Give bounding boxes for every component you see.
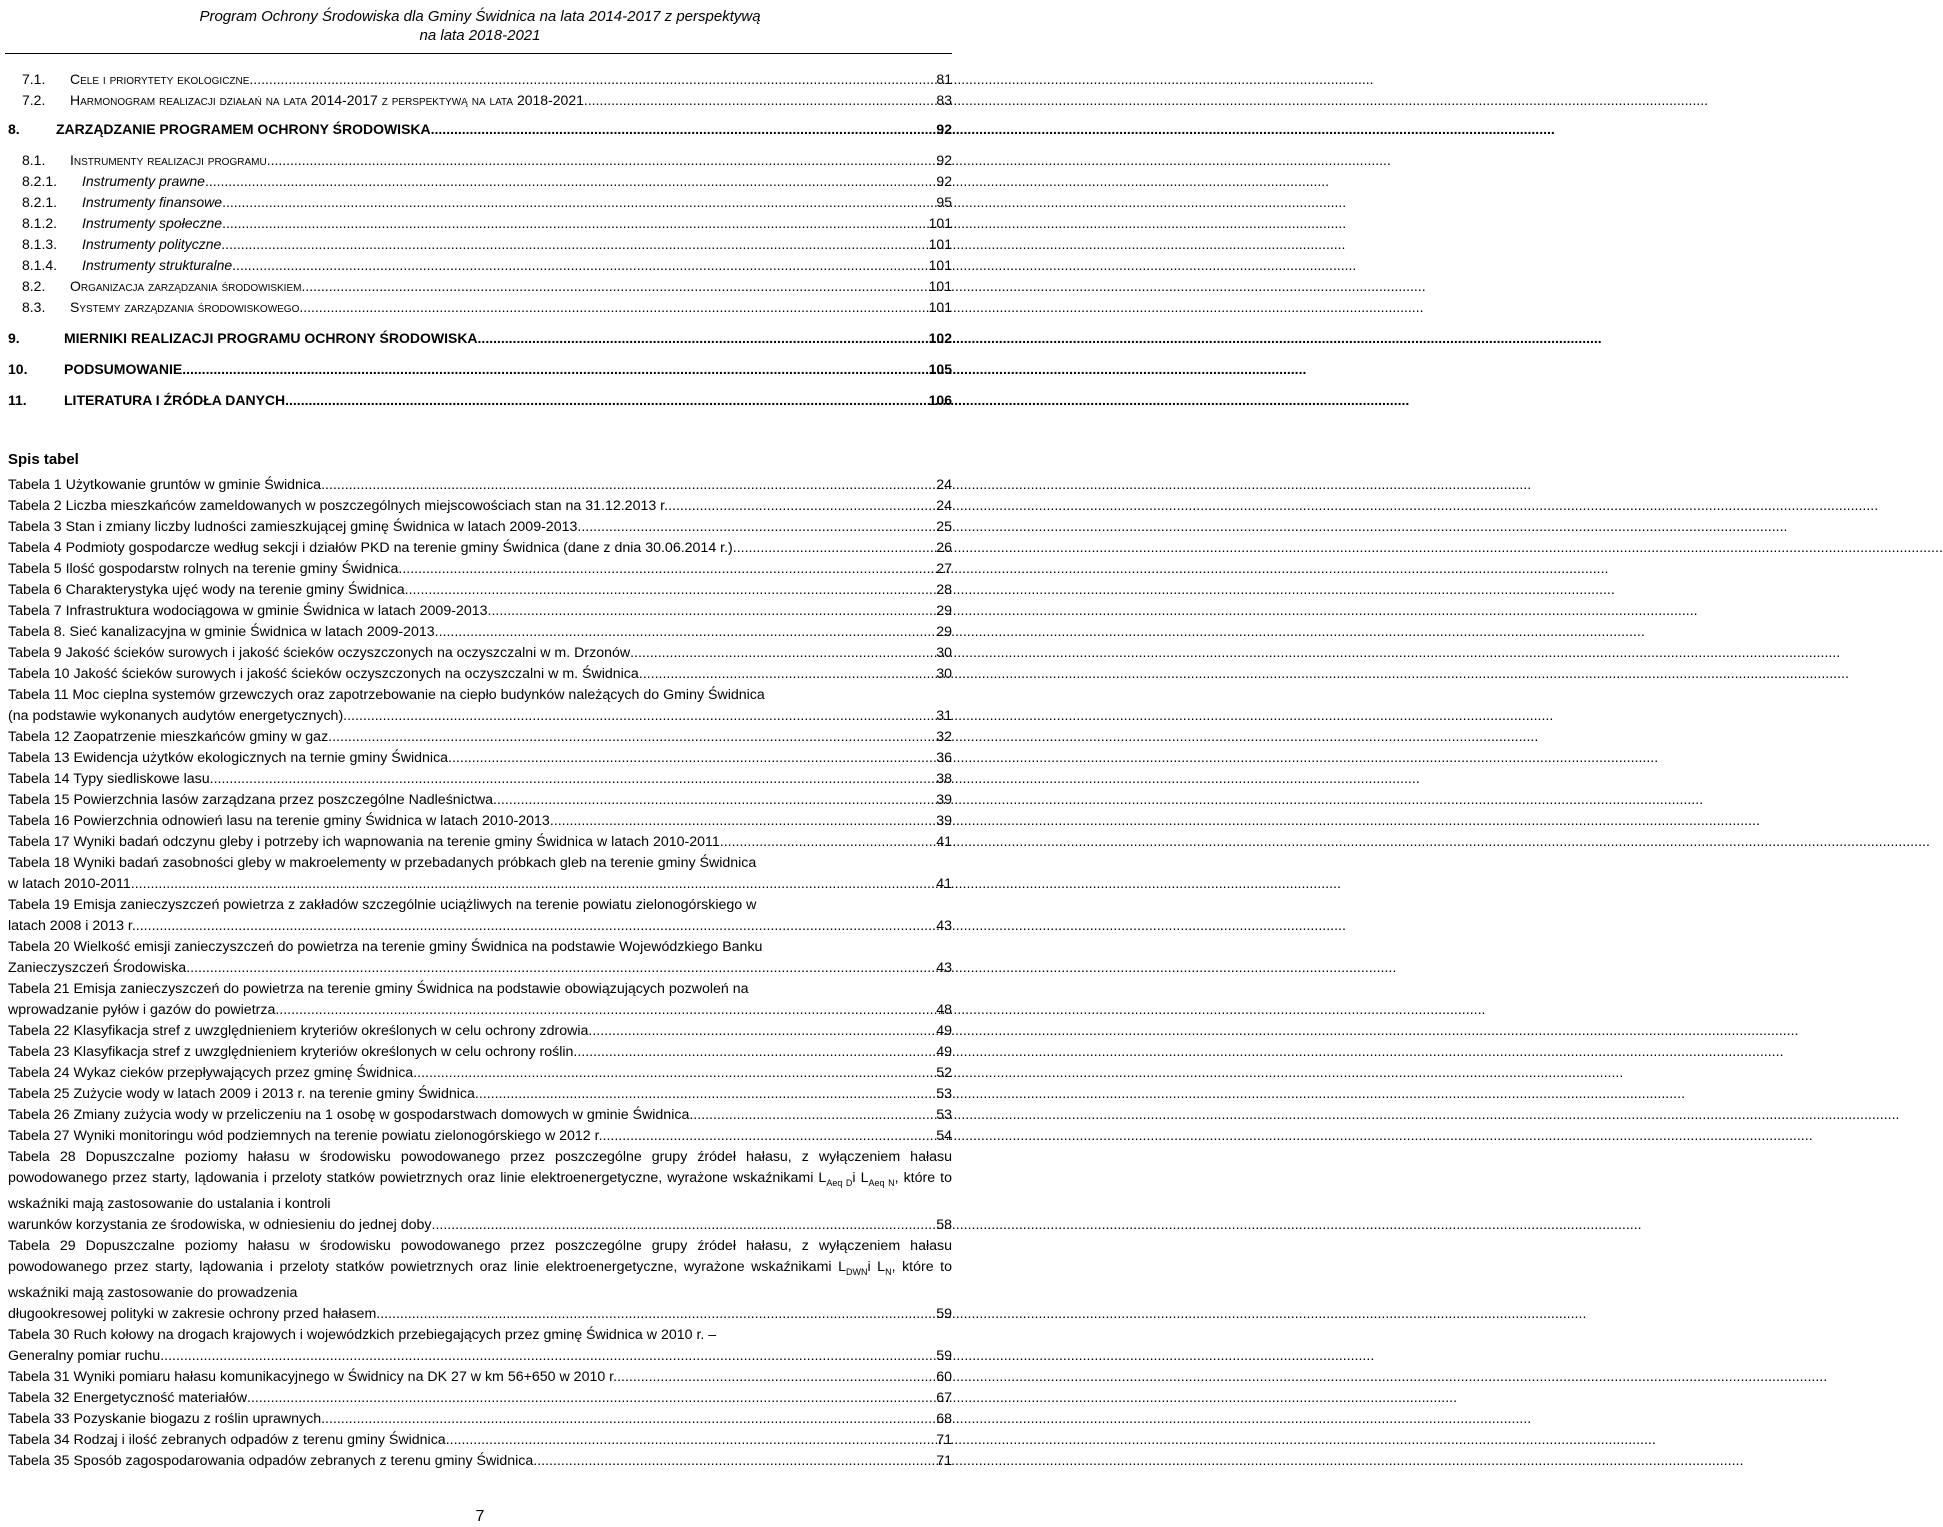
table-entry-page: 36 [936, 750, 952, 766]
table-entry-line [8, 832, 952, 853]
toc-entry[interactable] [8, 213, 952, 234]
toc-leader-dots [299, 297, 927, 318]
tables-heading: Spis tabel [8, 451, 79, 468]
table-list-entry[interactable] [8, 559, 952, 580]
toc-entry-page: 92 [936, 173, 952, 189]
table-entry-line [8, 622, 952, 643]
table-list-entry[interactable] [8, 790, 952, 811]
toc-entry-title: ZARZĄDZANIE PROGRAMEM OCHRONY ŚRODOWISKA [56, 121, 431, 137]
table-entry-title: Tabela 8. Sieć kanalizacyjna w gminie Świdnica w latach 2009-2013 [8, 624, 435, 640]
toc-entry-number: 8.2.1. [22, 173, 58, 189]
table-list-entry[interactable] [8, 1388, 952, 1409]
table-entry-page: 25 [936, 519, 952, 535]
toc-entry-title: PODSUMOWANIE [64, 361, 183, 377]
table-entry-line [8, 1000, 952, 1021]
table-entry-page: 60 [936, 1368, 952, 1385]
table-list-entry[interactable] [8, 1084, 952, 1105]
table-list-entry[interactable] [8, 1105, 952, 1126]
table-entry-line [8, 643, 952, 664]
table-entry-line [8, 1430, 952, 1451]
table-entry-page: 31 [936, 708, 952, 724]
table-list-entry[interactable] [8, 748, 952, 769]
table-entry-line [8, 916, 952, 937]
table-list-entry[interactable] [8, 937, 952, 979]
table-entry-wrapped-text: Tabela 18 Wyniki badań zasobności gleby w makroelementy w przebadanych próbkach gleb na terenie gminy Świdnica [8, 855, 757, 871]
table-entry-title: Generalny pomiar ruchu. [8, 1347, 165, 1364]
toc-leader-dots [431, 119, 936, 140]
toc-entry-title: MIERNIKI REALIZACJI PROGRAMU OCHRONY ŚRODOWISKA [64, 330, 478, 346]
toc-entry-number: 8.1.4. [22, 257, 58, 273]
table-entry-page: 30 [936, 666, 952, 682]
table-entry-title: Tabela 23 Klasyfikacja stref z uwzględnieniem kryteriów określonych w celu ochrony roślin [8, 1044, 574, 1060]
toc-entry-title: Instrumenty strukturalne [82, 257, 233, 273]
table-leader-dots [475, 1084, 935, 1105]
table-entry-title: Zanieczyszczeń Środowiska [8, 960, 187, 976]
table-entry-wrapped-text: Tabela 28 Dopuszczalne poziomy hałasu w środowisku powodowanego przez poszczególne grupy źródeł hałasu, z wyłączeniem hałasu powodowanego przez starty, lądowania i przeloty statków powietrznych oraz linie elektroenergetyczne, wyrażone wskaźnikami $L_{Aeq D}i$ $L_{Aeq N}$, które to wskaźniki mają zastosowanie do ustalania i kontroli [8, 1149, 952, 1212]
table-list-entry[interactable] [8, 1042, 952, 1063]
table-entry-line [8, 1063, 952, 1084]
table-leader-dots [210, 769, 936, 790]
table-entry-title: Tabela 2 Liczba mieszkańców zameldowanych w poszczególnych miejscowościach stan na 31.12.2013 r. [8, 498, 669, 514]
toc-entry-title: Instrumenty polityczne [82, 236, 222, 252]
table-entry-line [8, 958, 952, 979]
table-entry-line [8, 769, 952, 790]
table-leader-dots [639, 664, 935, 685]
table-leader-dots [405, 580, 936, 601]
table-entry-page: 43 [936, 960, 952, 976]
subscript-text: DWN [845, 1266, 868, 1277]
table-entry-line [8, 874, 952, 895]
toc-entry-number: 10. [8, 361, 28, 377]
table-entry-title: Tabela 1 Użytkowanie gruntów w gminie Świdnica [8, 477, 322, 493]
table-leader-dots [630, 643, 935, 664]
table-leader-dots [588, 1021, 935, 1042]
toc-entry-number: 7.1. [22, 71, 46, 87]
table-leader-dots [577, 517, 935, 538]
table-entry-line [8, 727, 952, 748]
table-entry-page: 43 [936, 918, 952, 934]
toc-entry[interactable] [8, 359, 952, 380]
table-entry-line [8, 1105, 952, 1126]
table-entry-line [8, 811, 952, 832]
table-entry-line [8, 664, 952, 685]
table-entry-title: Tabela 7 Infrastruktura wodociągowa w gminie Świdnica w latach 2009-2013 [8, 603, 488, 619]
table-entry-title: Tabela 22 Klasyfikacja stref z uwzględnieniem kryteriów określonych w celu ochrony zdrowia [8, 1023, 589, 1039]
table-entry-wrapped-text: Tabela 29 Dopuszczalne poziomy hałasu w środowisku powodowanego przez poszczególne grupy źródeł hałasu, z wyłączeniem hałasu powodowanego przez starty, lądowania i przeloty statków powietrznych oraz linie elektroenergetyczne, wyrażone wskaźnikami $L_{DWN}i$ $L_N$, które to wskaźniki mają zastosowanie do prowadzenia [8, 1237, 952, 1301]
table-list-entry[interactable] [8, 1021, 952, 1042]
toc-leader-dots [249, 69, 935, 90]
toc-entry[interactable] [8, 90, 952, 111]
toc-entry-title: Systemy zarządzania środowiskowego [70, 299, 300, 315]
table-entry-title: Tabela 15 Powierzchnia lasów zarządzana przez poszczególne Nadleśnictwa [8, 792, 494, 808]
table-entry-title: Tabela 16 Powierzchnia odnowień lasu na terenie gminy Świdnica w latach 2010-2013 [8, 813, 550, 829]
table-entry-page: 24 [936, 498, 952, 514]
table-entry-title: Tabela 10 Jakość ścieków surowych i jakość ścieków oczyszczonych na oczyszczalni w m. Świdnica [8, 666, 639, 682]
table-leader-dots [446, 1430, 936, 1451]
table-list-entry[interactable] [8, 895, 952, 937]
table-entry-page: 58 [936, 1216, 952, 1233]
table-entry-title: Tabela 25 Zużycie wody w latach 2009 i 2013 r. na terenie gminy Świdnica [8, 1086, 475, 1102]
table-leader-dots [720, 832, 935, 853]
toc-entry-page: 81 [936, 71, 952, 87]
table-list-entry[interactable] [8, 496, 952, 517]
table-entry-page: 71 [936, 1452, 952, 1469]
table-entry-title: Tabela 6 Charakterystyka ujęć wody na terenie gminy Świdnica [8, 582, 405, 598]
table-entry-title: Tabela 3 Stan i zmiany liczby ludności zamieszkującej gminę Świdnica w latach 2009-2013 [8, 519, 578, 535]
toc-leader-dots [301, 276, 927, 297]
table-leader-dots [668, 496, 935, 517]
table-entry-line [8, 1215, 952, 1236]
table-entry-title: Tabela 9 Jakość ścieków surowych i jakość ścieków oczyszczonych na oczyszczalni w m. Drzonów [8, 645, 631, 661]
table-entry-line [8, 1367, 952, 1388]
table-entry-line [8, 1126, 952, 1147]
table-entry-line [8, 790, 952, 811]
subscript-text: N [885, 1266, 892, 1277]
toc-leader-dots [222, 213, 928, 234]
toc-entry-page: 92 [936, 121, 952, 137]
table-list-entry[interactable] [8, 664, 952, 685]
table-entry-wrapped-text: Tabela 19 Emisja zanieczyszczeń powietrza z zakładów szczególnie uciążliwych na terenie powiatu zielonogórskiego w [8, 897, 757, 913]
table-list-entry[interactable] [8, 853, 952, 895]
table-entry-line [8, 1042, 952, 1063]
toc-entry-number: 11. [8, 392, 27, 408]
table-entry-title: Tabela 12 Zaopatrzenie mieszkańców gminy w gaz [8, 729, 329, 745]
table-list-entry[interactable] [8, 517, 952, 538]
table-entry-page: 49 [936, 1044, 952, 1060]
toc-leader-dots [478, 328, 928, 349]
toc-leader-dots [267, 150, 936, 171]
table-leader-dots [413, 1063, 935, 1084]
table-entry-title: warunków korzystania ze środowiska, w odniesieniu do jednej doby [8, 1216, 432, 1233]
table-entry-page: 59 [936, 1347, 952, 1364]
table-entry-line [8, 559, 952, 580]
table-entry-page: 67 [936, 1389, 952, 1406]
table-entry-page: 41 [936, 834, 952, 850]
table-entry-wrapped-text: Tabela 11 Moc cieplna systemów grzewczych oraz zapotrzebowanie na ciepło budynków należących do Gminy Świdnica [8, 687, 765, 703]
table-entry-title: Tabela 5 Ilość gospodarstw rolnych na terenie gminy Świdnica [8, 561, 399, 577]
table-entry-page: 26 [936, 540, 952, 556]
table-entry-page: 71 [936, 1431, 952, 1448]
toc-entry-number: 8. [8, 121, 20, 137]
toc-entry-title: LITERATURA I ŹRÓDŁA DANYCH [64, 392, 286, 408]
table-leader-dots [435, 622, 936, 643]
toc-entry-page: 101 [928, 257, 952, 273]
toc-entry-number: 8.1.2. [22, 215, 58, 231]
toc-entry-page: 83 [936, 92, 952, 108]
toc-entry-number: 8.2.1. [22, 194, 58, 210]
table-leader-dots [343, 706, 935, 727]
table-entry-page: 29 [936, 624, 952, 640]
table-entry-line [8, 748, 952, 769]
table-entry-page: 39 [936, 792, 952, 808]
table-list-entry[interactable] [8, 685, 952, 727]
table-entry-page: 54 [936, 1128, 952, 1144]
toc-entry-page: 106 [928, 392, 952, 408]
table-entry-page: 32 [936, 729, 952, 745]
table-list-entry[interactable] [8, 1451, 952, 1472]
toc-entry-page: 101 [928, 299, 952, 315]
table-entry-title: Tabela 14 Typy siedliskowe lasu [8, 771, 210, 787]
table-entry-page: 41 [936, 876, 952, 892]
table-entry-title: Tabela 35 Sposób zagospodarowania odpadów zebranych z terenu gminy Świdnica [8, 1452, 534, 1469]
table-list-entry[interactable] [8, 1236, 952, 1325]
table-entry-line [8, 1388, 952, 1409]
table-leader-dots [573, 1042, 935, 1063]
table-list-entry[interactable] [8, 622, 952, 643]
table-entry-wrapped-text: Tabela 30 Ruch kołowy na drogach krajowych i wojewódzkich przebiegających przez gminę Świdnica w 2010 r. – [8, 1326, 717, 1343]
toc-leader-dots [221, 234, 927, 255]
toc-leader-dots [182, 359, 927, 380]
table-entry-page: 68 [936, 1410, 952, 1427]
table-list-entry[interactable] [8, 727, 952, 748]
table-entry-line [8, 580, 952, 601]
toc-entry-number: 9. [8, 330, 20, 346]
toc-entry-page: 105 [928, 361, 952, 377]
table-leader-dots [376, 1304, 935, 1325]
toc-entry[interactable] [8, 192, 952, 213]
table-leader-dots [275, 1000, 935, 1021]
toc-leader-dots [222, 192, 935, 213]
table-entry-title: latach 2008 i 2013 r. [8, 918, 136, 934]
table-entry-title: Tabela 24 Wykaz cieków przepływających przez gminę Świdnica [8, 1065, 414, 1081]
table-entry-title: Tabela 27 Wyniki monitoringu wód podziemnych na terenie powiatu zielonogórskiego w 2012 r. [8, 1128, 603, 1144]
toc-entry-page: 102 [928, 330, 952, 346]
table-entry-line [8, 601, 952, 622]
table-entry-title: Tabela 17 Wyniki badań odczynu gleby i potrzeby ich wapnowania na terenie gminy Świdnica w latach 2010-2011 [8, 834, 720, 850]
header-line-1: Program Ochrony Środowiska dla Gminy Świdnica na lata 2014-2017 z perspektywą [199, 8, 761, 25]
table-leader-dots [603, 1126, 936, 1147]
table-entry-title: Tabela 26 Zmiany zużycia wody w przeliczeniu na 1 osobę w gospodarstwach domowych w gminie Świdnica [8, 1107, 690, 1123]
table-list-entry[interactable] [8, 832, 952, 853]
table-entry-title: Tabela 13 Ewidencja użytków ekologicznych na ternie gminy Świdnica [8, 750, 449, 766]
header-rule [5, 53, 952, 54]
table-list-entry[interactable] [8, 1325, 952, 1367]
table-entry-wrapped-text: Tabela 20 Wielkość emisji zanieczyszczeń do powietrza na terenie gminy Świdnica na podstawie Wojewódzkiego Banku [8, 939, 763, 955]
toc-entry-title: Cele i priorytety ekologiczne [70, 71, 250, 87]
toc-leader-dots [584, 90, 936, 111]
subscript-text: Aeq D [826, 1177, 853, 1188]
list-of-tables [8, 475, 952, 1472]
table-entry-line [8, 1451, 952, 1472]
toc-entry[interactable] [8, 171, 952, 192]
toc-entry-number: 8.1. [22, 152, 46, 168]
table-leader-dots [164, 1346, 935, 1367]
table-entry-title: Tabela 34 Rodzaj i ilość zebranych odpadów z terenu gminy Świdnica [8, 1431, 446, 1448]
table-entry-title: wprowadzanie pyłów i gazów do powietrza [8, 1002, 276, 1018]
table-list-entry[interactable] [8, 979, 952, 1021]
table-list-entry[interactable] [8, 1367, 952, 1388]
table-entry-line [8, 496, 952, 517]
table-list-entry[interactable] [8, 643, 952, 664]
table-leader-dots [328, 727, 935, 748]
table-leader-dots [689, 1105, 935, 1126]
table-entry-line [8, 517, 952, 538]
table-list-entry[interactable] [8, 769, 952, 790]
table-entry-line [8, 1304, 952, 1325]
table-leader-dots [617, 1367, 935, 1388]
toc-entry[interactable] [8, 150, 952, 171]
table-entry-page: 59 [936, 1305, 952, 1322]
table-leader-dots [488, 601, 936, 622]
toc-entry-title: Instrumenty realizacji programu [70, 152, 267, 168]
table-entry-title: (na podstawie wykonanych audytów energetycznych) [8, 708, 344, 724]
table-entry-page: 30 [936, 645, 952, 661]
table-leader-dots [733, 538, 935, 559]
table-list-entry[interactable] [8, 1409, 952, 1430]
table-entry-page: 52 [936, 1065, 952, 1081]
table-entry-page: 48 [936, 1002, 952, 1018]
toc-entry-title: Organizacja zarządzania środowiskiem [70, 278, 302, 294]
toc-entry[interactable] [8, 69, 952, 90]
table-leader-dots [448, 748, 935, 769]
table-entry-title: Tabela 31 Wyniki pomiaru hałasu komunikacyjnego w Świdnicy na DK 27 w km 56+650 w 2010 r. [8, 1368, 618, 1385]
table-leader-dots [533, 1451, 935, 1472]
table-entry-page: 24 [936, 477, 952, 493]
toc-leader-dots [205, 171, 935, 192]
page-header [0, 0, 960, 45]
toc-entry-number: 7.2. [22, 92, 46, 108]
table-entry-title: w latach 2010-2011 [8, 876, 131, 892]
table-leader-dots [321, 475, 935, 496]
page-number: 7 [475, 1508, 485, 1525]
table-entry-page: 53 [936, 1107, 952, 1123]
toc-entry[interactable] [8, 255, 952, 276]
toc-entry-title: Instrumenty finansowe [82, 194, 223, 210]
table-entry-line [8, 1346, 952, 1367]
subscript-text: Aeq N [868, 1177, 895, 1188]
table-entry-line [8, 475, 952, 496]
table-entry-line [8, 1409, 952, 1430]
toc-entry-number: 8.1.3. [22, 236, 58, 252]
table-entry-title: długookresowej polityki w zakresie ochrony przed hałasem [8, 1305, 377, 1322]
table-list-entry[interactable] [8, 538, 952, 559]
toc-entry[interactable] [8, 234, 952, 255]
toc-entry[interactable] [8, 119, 952, 140]
table-leader-dots [398, 559, 935, 580]
header-line-2: na lata 2018-2021 [419, 27, 541, 44]
toc-entry-page: 92 [936, 152, 952, 168]
table-list-entry[interactable] [8, 1147, 952, 1236]
table-leader-dots [493, 790, 935, 811]
toc-entry-page: 101 [928, 278, 952, 294]
toc-entry-number: 8.3. [22, 299, 46, 315]
table-leader-dots [432, 1215, 936, 1236]
toc-entry[interactable] [8, 390, 952, 411]
table-list-entry[interactable] [8, 1063, 952, 1084]
table-list-entry[interactable] [8, 811, 952, 832]
table-entry-page: 29 [936, 603, 952, 619]
toc-entry[interactable] [8, 276, 952, 297]
table-list-entry[interactable] [8, 1430, 952, 1451]
toc-entry-page: 101 [928, 215, 952, 231]
table-entry-page: 27 [936, 561, 952, 577]
table-leader-dots [186, 958, 935, 979]
table-leader-dots [247, 1388, 935, 1409]
table-entry-page: 53 [936, 1086, 952, 1102]
table-entry-line [8, 1084, 952, 1105]
table-list-entry[interactable] [8, 475, 952, 496]
toc-entry[interactable] [8, 328, 952, 349]
table-leader-dots [136, 916, 935, 937]
table-list-entry[interactable] [8, 1126, 952, 1147]
table-leader-dots [131, 874, 935, 895]
toc-entry[interactable] [8, 297, 952, 318]
table-of-contents [8, 69, 952, 411]
table-entry-page: 39 [936, 813, 952, 829]
table-entry-page: 28 [936, 582, 952, 598]
table-entry-line [8, 1021, 952, 1042]
table-entry-page: 38 [936, 771, 952, 787]
table-entry-line [8, 706, 952, 727]
table-list-entry[interactable] [8, 580, 952, 601]
toc-leader-dots [285, 390, 928, 411]
table-entry-title: Tabela 32 Energetyczność materiałów [8, 1389, 247, 1406]
toc-entry-title: Instrumenty prawne [82, 173, 205, 189]
toc-entry-page: 95 [936, 194, 952, 210]
table-leader-dots [321, 1409, 935, 1430]
table-entry-title: Tabela 4 Podmioty gospodarcze według sekcji i działów PKD na terenie gminy Świdnica (dane z dnia 30.06.2014 r.) [8, 540, 733, 556]
toc-entry-number: 8.2. [22, 278, 46, 294]
table-entry-page: 49 [936, 1023, 952, 1039]
toc-entry-title: Harmonogram realizacji działań na lata 2014-2017 z perspektywą na lata 2018-2021 [70, 92, 584, 108]
table-list-entry[interactable] [8, 601, 952, 622]
toc-leader-dots [232, 255, 927, 276]
toc-entry-page: 101 [928, 236, 952, 252]
table-entry-title: Tabela 33 Pozyskanie biogazu z roślin uprawnych [8, 1410, 322, 1427]
table-entry-wrapped-text: Tabela 21 Emisja zanieczyszczeń do powietrza na terenie gminy Świdnica na podstawie obowiązujących pozwoleń na [8, 981, 749, 997]
table-leader-dots [550, 811, 935, 832]
toc-entry-title: Instrumenty społeczne [82, 215, 223, 231]
table-entry-line [8, 538, 952, 559]
